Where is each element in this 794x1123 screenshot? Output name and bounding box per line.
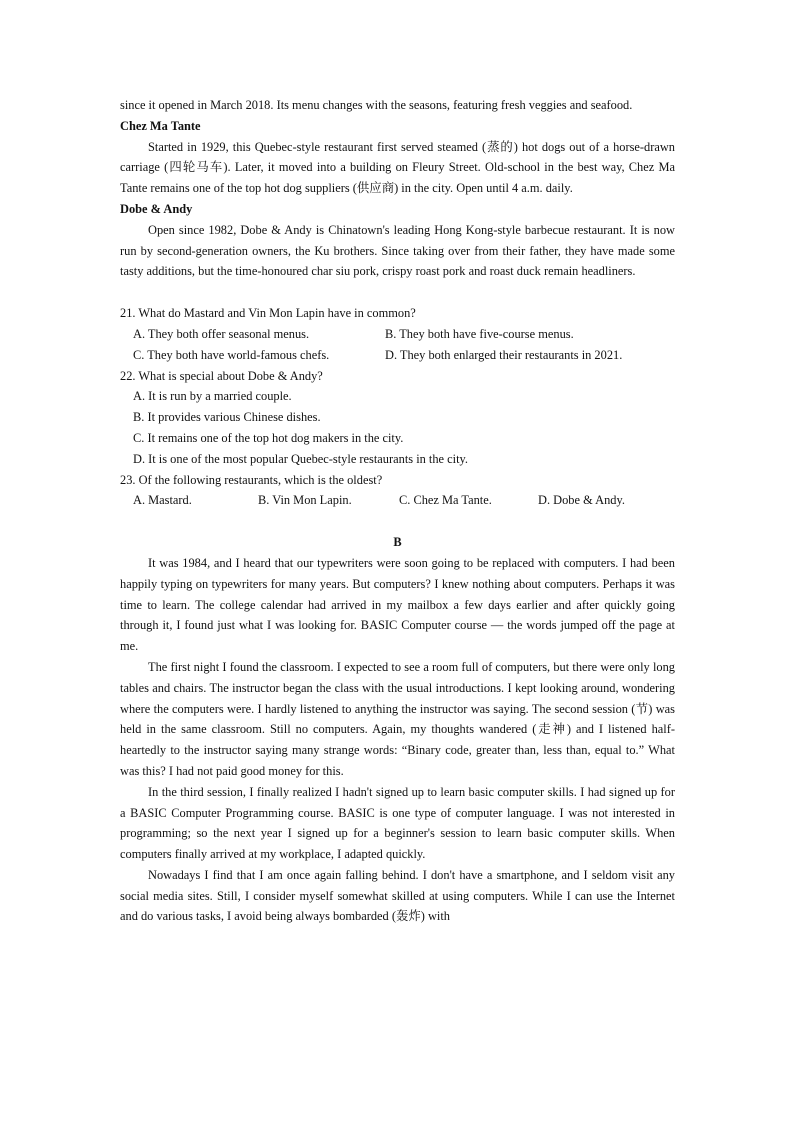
option-21-c[interactable]: C. They both have world-famous chefs. (133, 347, 330, 362)
question-23-stem: 23. Of the following restaurants, which is the oldest? (120, 472, 383, 487)
option-23-b[interactable]: B. Vin Mon Lapin. (258, 493, 352, 508)
section-title-b: B (393, 535, 402, 550)
option-21-a[interactable]: A. They both offer seasonal menus. (133, 326, 310, 341)
passage-b-paragraph-1: It was 1984, and I heard that our typewriters were soon going to be replaced with computers. I had been happily typing on typewriters for many years. But computers? I knew nothing about computers. Perhaps it was time to learn. The college calendar had arrived in my mailbox a few days earlier and after quickly going through it, I found just what I was looking for. BASIC Computer course — the words jumped off the page at me. (120, 555, 675, 654)
option-21-d[interactable]: D. They both enlarged their restaurants in 2021. (385, 347, 623, 362)
option-23-a[interactable]: A. Mastard. (133, 493, 192, 508)
document-page (120, 95, 675, 927)
passage-a-continuation: since it opened in March 2018. Its menu changes with the seasons, featuring fresh veggies and seafood. (120, 98, 633, 112)
question-21-stem: 21. What do Mastard and Vin Mon Lapin have in common? (120, 306, 416, 321)
question-21-options-row-1 (120, 324, 675, 345)
question-22 (120, 366, 675, 470)
spacer (120, 511, 675, 532)
option-22-a[interactable]: A. It is run by a married couple. (133, 389, 292, 404)
passage-b-paragraph-4: Nowadays I find that I am once again falling behind. I don't have a smartphone, and I seldom visit any social media sites. Still, I consider myself somewhat skilled at using computers. While I can use the Internet and do various tasks, I avoid being always bombarded (轰炸) with (120, 867, 675, 924)
passage-b-paragraph-2: The first night I found the classroom. I expected to see a room full of computers, but there were only long tables and chairs. The instructor began the class with the usual introductions. I kept looking around, wondering where the computers were. I hardly listened to anything the instructor was saying. The second session (节) was held in the same classroom. Still no computers. Again, my thoughts wandered (走神) and I listened half-heartedly to the instructor saying many strange words: “Binary code, greater than, less than, equal to.” What was this? I had not paid good money for this. (120, 659, 675, 778)
paragraph-dobe-andy: Open since 1982, Dobe & Andy is Chinatown's leading Hong Kong-style barbecue restaurant. It is now run by second-generation owners, the Ku brothers. Since taking over from their father, they have made some tasty additions, but the time-honoured char siu pork, crispy roast pork and roast duck remain headliners. (120, 222, 675, 279)
question-23-options (120, 490, 675, 511)
question-21 (120, 303, 675, 365)
passage-b-paragraph-3: In the third session, I finally realized I hadn't signed up to learn basic computer skills. I had signed up for a BASIC Computer Programming course. BASIC is one type of computer language. I was not interested in programming; so the next year I signed up for a beginner's session to learn basic computer skills. When computers finally arrived at my workplace, I adapted quickly. (120, 784, 675, 862)
question-21-options-row-2 (120, 345, 675, 366)
option-23-d[interactable]: D. Dobe & Andy. (538, 493, 625, 508)
option-23-c[interactable]: C. Chez Ma Tante. (399, 493, 492, 508)
heading-chez-ma-tante: Chez Ma Tante (120, 118, 201, 133)
heading-dobe-andy: Dobe & Andy (120, 201, 193, 216)
paragraph-chez-ma-tante: Started in 1929, this Quebec-style restaurant first served steamed (蒸的) hot dogs out of a horse-drawn carriage (四轮马车). Later, it moved into a building on Fleury Street. Old-school in the best way, Chez Ma Tante remains one of the top hot dog suppliers (供应商) in the city. Open until 4 a.m. daily. (120, 139, 675, 196)
question-22-stem: 22. What is special about Dobe & Andy? (120, 368, 323, 383)
option-21-b[interactable]: B. They both have five-course menus. (385, 326, 574, 341)
option-22-b[interactable]: B. It provides various Chinese dishes. (133, 410, 321, 425)
option-22-d[interactable]: D. It is one of the most popular Quebec-style restaurants in the city. (133, 451, 469, 466)
spacer (120, 282, 675, 303)
option-22-c[interactable]: C. It remains one of the top hot dog makers in the city. (133, 430, 404, 445)
question-23 (120, 470, 675, 512)
